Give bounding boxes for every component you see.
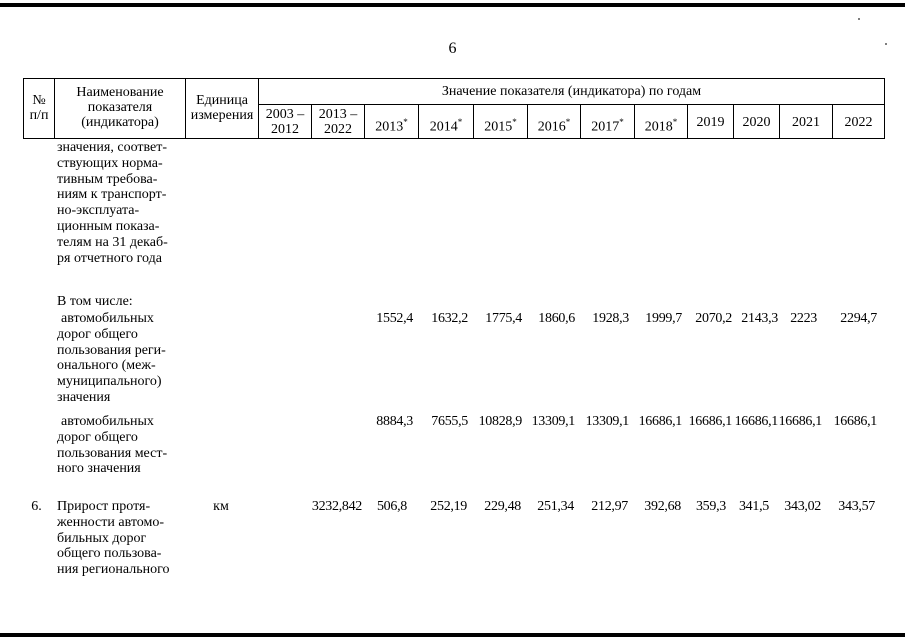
regional-roads-name: автомобильных дорог общего пользования реги- онального (меж- муниципального) значения (57, 311, 166, 405)
header-year-2017: 2017* (591, 117, 624, 135)
header-values-group: Значение показателя (индикатора) по годам (441, 84, 702, 99)
header-year-2019: 2019 (696, 115, 725, 130)
row-6-value-2014: 252,19 (430, 499, 467, 514)
row-6-unit: км (213, 499, 229, 514)
header-year-2020: 2020 (742, 115, 771, 130)
scan-speck (858, 18, 860, 20)
row-6-value-2022: 343,57 (838, 499, 875, 514)
regional-value-2014: 1632,2 (431, 311, 468, 326)
row-6-value-2015: 229,48 (484, 499, 521, 514)
local-value-2020: 16686,1 (734, 414, 778, 429)
header-year-2013-2022: 2013 – 2022 (318, 107, 358, 137)
top-border-rule (0, 3, 905, 7)
regional-value-2020: 2143,3 (741, 311, 778, 326)
local-value-2019: 16686,1 (688, 414, 732, 429)
header-year-2021: 2021 (792, 115, 820, 130)
row-6-value-2013: 506,8 (376, 499, 407, 514)
row-6-value-2021: 343,02 (784, 499, 821, 514)
row-6-value-2013-2022: 3232,842 (311, 499, 362, 514)
local-value-2014: 7655,5 (431, 414, 468, 429)
row-6-number: 6. (31, 499, 42, 514)
row-6-value-2020: 341,5 (738, 499, 769, 514)
row-6-name: Прирост протя- женности автомо- бильных дорог общего пользова- ния регионального (57, 499, 170, 578)
regional-value-2015: 1775,4 (485, 311, 522, 326)
header-unit-column: Единица измерения (190, 93, 254, 123)
row-6-value-2019: 359,3 (695, 499, 726, 514)
table-header (23, 78, 885, 139)
header-name-column: Наименование показателя (индикатора) (76, 85, 164, 130)
local-value-2015: 10828,9 (478, 414, 522, 429)
row-6-value-2018: 392,68 (644, 499, 681, 514)
header-number-column: № п/п (29, 93, 49, 123)
header-year-2013: 2013* (375, 117, 408, 135)
local-value-2022: 16686,1 (833, 414, 877, 429)
header-year-2015: 2015* (484, 117, 517, 135)
local-value-2013: 8884,3 (376, 414, 413, 429)
local-value-2018: 16686,1 (638, 414, 682, 429)
header-year-2014: 2014* (429, 117, 463, 135)
local-value-2017: 13309,1 (585, 414, 629, 429)
header-year-2022: 2022 (844, 115, 873, 130)
regional-value-2013: 1552,4 (376, 311, 413, 326)
row-6-value-2017: 212,97 (591, 499, 628, 514)
regional-value-2018: 1999,7 (645, 311, 682, 326)
local-value-2016: 13309,1 (531, 414, 575, 429)
regional-value-2017: 1928,3 (592, 311, 629, 326)
header-year-2018: 2018* (644, 117, 678, 135)
regional-value-2019: 2070,2 (695, 311, 732, 326)
continued-indicator-name: значения, соответ- ствующих норма- тивным требова- ниям к транспорт- но-эксплуата- ционным показа- телям на 31 декаб- ря отчетного года (57, 140, 168, 266)
regional-value-2022: 2294,7 (840, 311, 877, 326)
scan-speck (885, 43, 887, 45)
header-year-2003-2012: 2003 – 2012 (265, 107, 305, 137)
bottom-border-rule (0, 633, 905, 637)
local-value-2021: 16686,1 (778, 414, 822, 429)
including-label: В том числе: (57, 294, 133, 309)
page-number: 6 (448, 40, 457, 57)
header-year-2016: 2016* (537, 117, 571, 135)
regional-value-2016: 1860,6 (538, 311, 575, 326)
local-roads-name: автомобильных дорог общего пользования мест- ного значения (57, 414, 168, 477)
regional-value-2021: 2223 (790, 311, 817, 326)
row-6-value-2016: 251,34 (537, 499, 574, 514)
